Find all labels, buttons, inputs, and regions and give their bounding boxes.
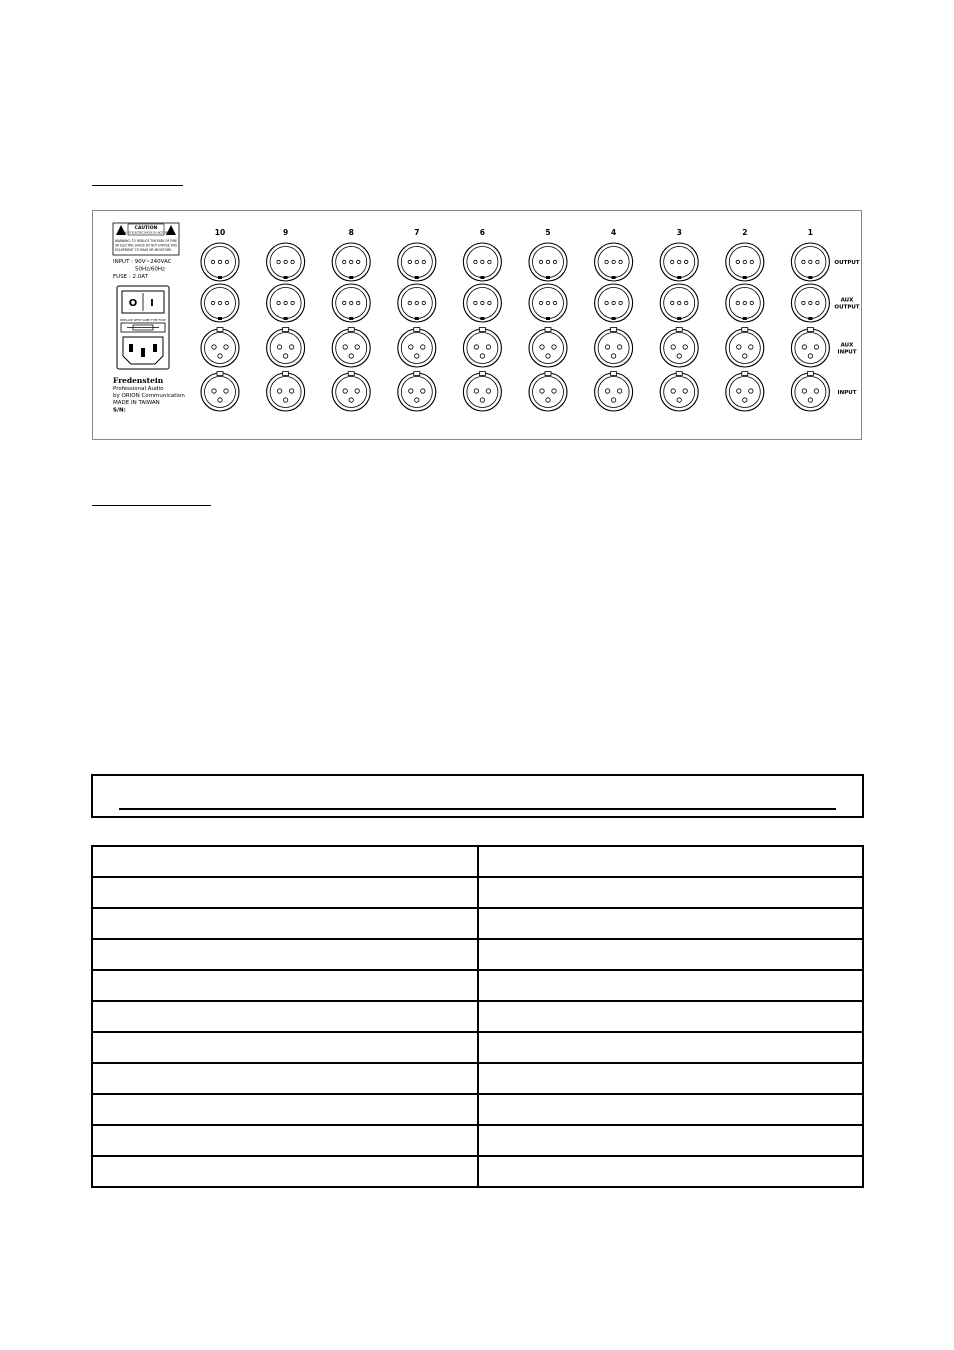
xlr-male-jack[interactable] [332, 284, 370, 322]
xlr-female-jack[interactable] [463, 328, 501, 368]
xlr-male-jack[interactable] [529, 243, 567, 281]
spec-value-cell [478, 1156, 863, 1187]
xlr-female-jack[interactable] [529, 328, 567, 368]
spec-label-cell [92, 970, 478, 1001]
spec-label-cell [92, 1156, 478, 1187]
spec-label-cell [92, 1032, 478, 1063]
spec-label-cell [92, 1063, 478, 1094]
channel-number: 2 [742, 228, 748, 237]
spec-value-cell [478, 970, 863, 1001]
xlr-male-jack[interactable] [463, 284, 501, 322]
xlr-male-jack[interactable] [267, 243, 305, 281]
channel-number: 8 [348, 228, 354, 237]
xlr-male-jack[interactable] [660, 284, 698, 322]
spec-heading-box [91, 774, 864, 818]
row-label: OUTPUT [834, 304, 860, 311]
spec-value-cell [478, 1094, 863, 1125]
xlr-female-jack[interactable] [463, 372, 501, 412]
xlr-male-jack[interactable] [201, 284, 239, 322]
xlr-female-jack[interactable] [660, 372, 698, 412]
xlr-female-jack[interactable] [398, 328, 436, 368]
channel-number: 7 [414, 228, 420, 237]
spec-value-cell [478, 1001, 863, 1032]
switch-on-label: I [150, 298, 154, 309]
spec-value-cell [478, 939, 863, 970]
brand-name: Fredenstein [113, 376, 164, 385]
brand-by: by ORION Communication [113, 393, 185, 399]
xlr-male-jack[interactable] [398, 284, 436, 322]
switch-off-label: O [128, 298, 138, 309]
xlr-male-jack[interactable] [791, 284, 829, 322]
xlr-female-jack[interactable] [595, 372, 633, 412]
xlr-female-jack[interactable] [791, 372, 829, 412]
table-row [92, 908, 863, 939]
table-row [92, 939, 863, 970]
table-row [92, 1156, 863, 1187]
xlr-female-jack[interactable] [529, 372, 567, 412]
channel-number: 1 [807, 228, 814, 237]
row-label: INPUT [837, 390, 857, 396]
rear-panel-drawing [93, 211, 861, 439]
xlr-female-jack[interactable] [398, 372, 436, 412]
input-voltage: INPUT : 90V~240VAC [113, 259, 172, 265]
spec-label-cell [92, 846, 478, 877]
spec-heading-rule [119, 808, 836, 810]
row-label: AUX [840, 342, 854, 349]
input-frequency: 50Hz/60Hz [135, 266, 165, 273]
xlr-female-jack[interactable] [267, 372, 305, 412]
xlr-female-jack[interactable] [201, 328, 239, 368]
table-row [92, 1063, 863, 1094]
spec-value-cell [478, 1063, 863, 1094]
spec-table [91, 845, 864, 1188]
xlr-male-jack[interactable] [463, 243, 501, 281]
section-title-underline-1 [92, 185, 183, 186]
spec-label-cell [92, 1001, 478, 1032]
warning-line: WARNING: TO REDUCE THE RISK OF FIRE [115, 239, 177, 243]
xlr-female-jack[interactable] [201, 372, 239, 412]
channel-connectors [201, 228, 829, 411]
spec-label-cell [92, 877, 478, 908]
table-row [92, 970, 863, 1001]
fuse-holder-label: REPLACE WITH SAME TYPE FUSE [120, 318, 166, 322]
row-label: INPUT [837, 349, 857, 356]
xlr-male-jack[interactable] [201, 243, 239, 281]
spec-label-cell [92, 1094, 478, 1125]
spec-value-cell [478, 846, 863, 877]
fuse-rating: FUSE : 2.0AT [113, 274, 148, 280]
brand-subtitle: Professional Audio [113, 386, 164, 392]
channel-number: 5 [545, 228, 551, 237]
row-label: AUX [840, 297, 854, 304]
caution-label [113, 223, 179, 255]
table-row [92, 877, 863, 908]
caution-subtitle: RISK OF ELECTRIC SHOCK DO NOT OPEN [121, 231, 171, 235]
xlr-male-jack[interactable] [595, 243, 633, 281]
channel-number: 6 [479, 228, 486, 237]
warning-line: OR ELECTRIC SHOCK DO NOT EXPOSE THIS [115, 243, 177, 248]
table-row [92, 846, 863, 877]
spec-label-cell [92, 908, 478, 939]
xlr-female-jack[interactable] [595, 328, 633, 368]
xlr-female-jack[interactable] [726, 328, 764, 368]
spec-value-cell [478, 1032, 863, 1063]
xlr-male-jack[interactable] [332, 243, 370, 281]
spec-value-cell [478, 1125, 863, 1156]
table-row [92, 1001, 863, 1032]
caution-title: CAUTION [134, 226, 158, 231]
xlr-female-jack[interactable] [660, 328, 698, 368]
xlr-male-jack[interactable] [660, 243, 698, 281]
power-module [117, 286, 169, 369]
xlr-female-jack[interactable] [726, 372, 764, 412]
spec-label-cell [92, 939, 478, 970]
spec-value-cell [478, 877, 863, 908]
channel-number: 3 [676, 228, 682, 237]
table-row [92, 1125, 863, 1156]
serial-label: S/N: [113, 407, 126, 414]
xlr-female-jack[interactable] [791, 328, 829, 368]
xlr-male-jack[interactable] [726, 243, 764, 281]
xlr-female-jack[interactable] [332, 372, 370, 412]
xlr-male-jack[interactable] [595, 284, 633, 322]
spec-value-cell [478, 908, 863, 939]
xlr-female-jack[interactable] [267, 328, 305, 368]
channel-number: 10 [214, 228, 226, 237]
xlr-male-jack[interactable] [529, 284, 567, 322]
warning-line: EQUIPMENT TO RAIN OR MOISTURE [115, 248, 172, 252]
xlr-male-jack[interactable] [398, 243, 436, 281]
xlr-female-jack[interactable] [332, 328, 370, 368]
xlr-male-jack[interactable] [726, 284, 764, 322]
connector-row-labels [834, 260, 859, 396]
rear-panel-diagram [92, 210, 862, 440]
section-title-underline-2 [92, 505, 211, 506]
channel-number: 4 [610, 228, 617, 237]
row-label: OUTPUT [834, 260, 860, 266]
channel-number: 9 [282, 228, 289, 237]
table-row [92, 1032, 863, 1063]
table-row [92, 1094, 863, 1125]
spec-label-cell [92, 1125, 478, 1156]
xlr-male-jack[interactable] [267, 284, 305, 322]
made-in: MADE IN TAIWAN [113, 400, 160, 406]
xlr-male-jack[interactable] [791, 243, 829, 281]
